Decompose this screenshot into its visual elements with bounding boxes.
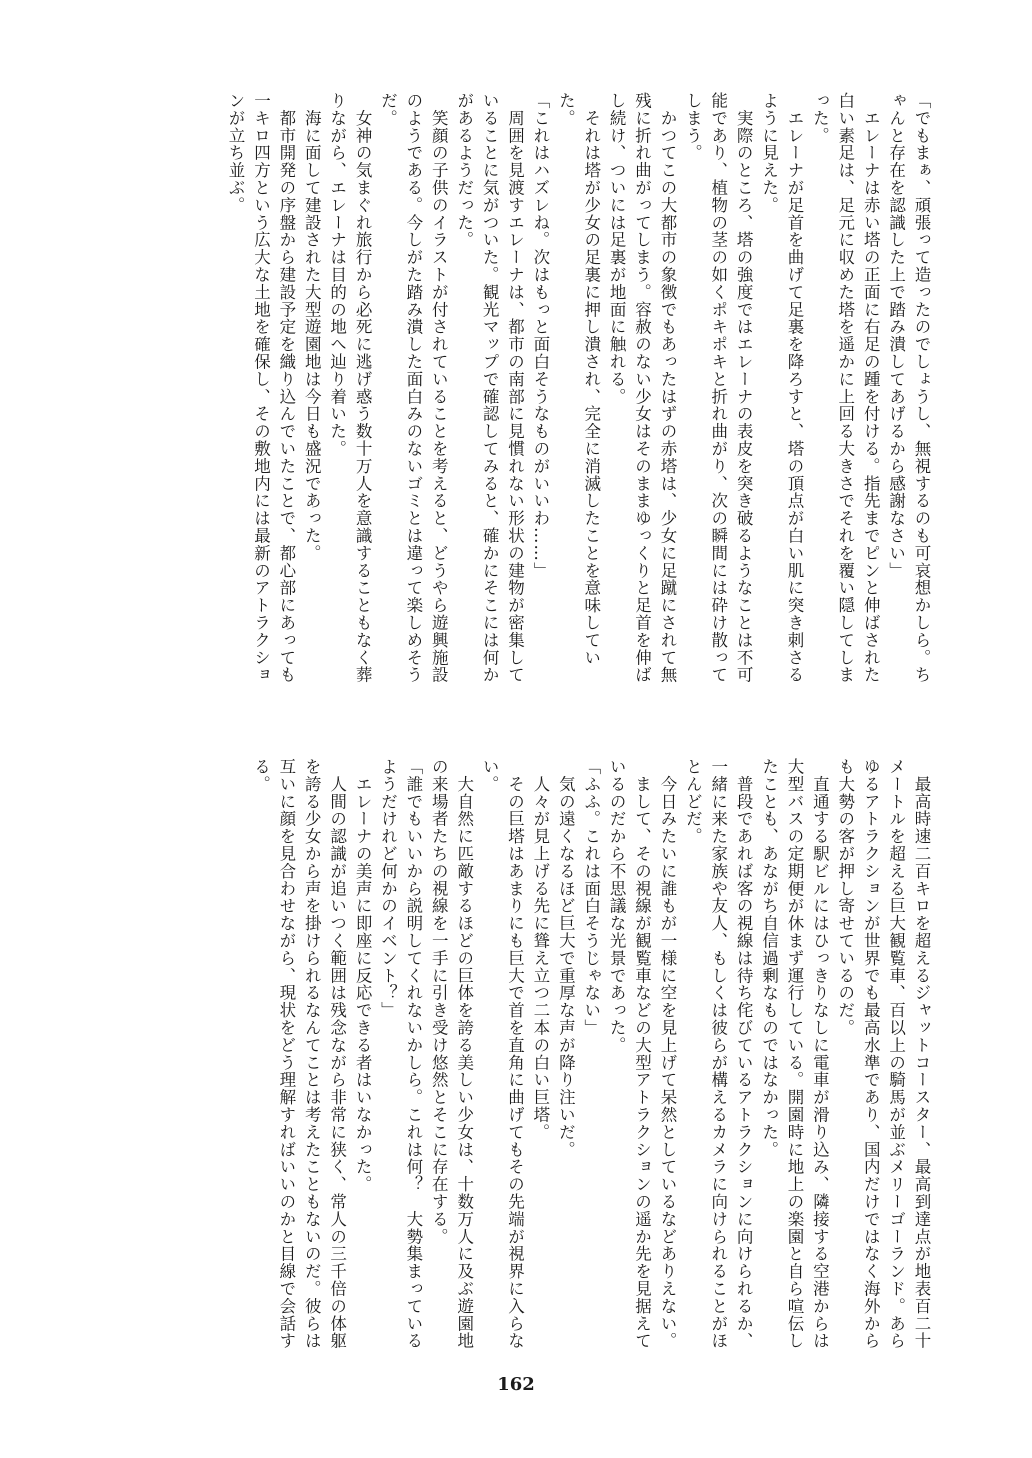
upper-text-block: 「でもまぁ、頑張って造ったのでしょうし、無視するのも可哀想かしら。ちゃんと存在を認識した上で踏み潰してあげるから感謝なさい」 エレーナは赤い塔の正面に右足の踵を付ける。指先までピンと伸ばされた白い素足は、足元に収めた塔を遥かに上回る大きさでそれを覆い隠してしまった。 エレーナが足首を曲げて足裏を降ろすと、塔の頂点が白い肌に突き刺さるように見えた。 実際のところ、塔の強度ではエレーナの表皮を突き破るようなことは不可能であり、植物の茎の如くポキポキと折れ曲がり、次の瞬間には砕け散ってしまう。 かつてこの大都市の象徴でもあったはずの赤塔は、少女に足蹴にされて無残に折れ曲がってしまう。容赦のない少女はそのままゆっくりと足首を伸ばし続け、ついには足裏が地面に触れる。 それは塔が少女の足裏に押し潰され、完全に消滅したことを意味していた。 「これはハズレね。次はもっと面白そうなものがいいわ……」 周囲を見渡すエレーナは、都市の南部に見慣れない形状の建物が密集していることに気がついた。観光マップで確認してみると、確かにそこには何かがあるようだった。 笑顔の子供のイラストが付されていることを考えると、どうやら遊興施設のようである。今しがた踏み潰した面白みのないゴミとは違って楽しめそうだ。 女神の気まぐれ旅行から必死に逃げ惑う数十万人を意識することもなく葬りながら、エレーナは目的の地へ辿り着いた。 海に面して建設された大型遊園地は今日も盛況であった。 都市開発の序盤から建設予定を織り込んでいたことで、都心部にあっても一キロ四方という広大な土地を確保し、その敷地内には最新のアトラクションが立ち並ぶ。 bbox=[226, 92, 931, 684]
page-number: 162 bbox=[497, 1374, 535, 1395]
lower-text-block: 最高時速二百キロを超えるジャットコースター、最高到達点が地表百二十メートルを超える巨大観覧車、百以上の騎馬が並ぶメリーゴーランド。あらゆるアトラクションが世界でも最高水準であり、国内だけではなく海外からも大勢の客が押し寄せているのだ。 直通する駅ビルにはひっきりなしに電車が滑り込み、隣接する空港からは大型バスの定期便が休まず運行している。開園時に地上の楽園と自ら喧伝したことも、あながち自信過剰なものではなかった。 普段であれば客の視線は待ち侘びているアトラクションに向けられるか、一緒に来た家族や友人、もしくは彼らが構えるカメラに向けられることがほとんどだ。 今日みたいに誰もが一様に空を見上げて呆然としているなどありえない。 まして、その視線が観覧車などの大型アトラクションの遥か先を見据えているのだから不思議な光景であった。 「ふふ。これは面白そうじゃない」 気の遠くなるほど巨大で重厚な声が降り注いだ。 人々が見上げる先に聳え立つ二本の白い巨塔。 その巨塔はあまりにも巨大で首を直角に曲げてもその先端が視界に入らない。 大自然に匹敵するほどの巨体を誇る美しい少女は、十数万人に及ぶ遊園地の来場者たちの視線を一手に引き受け悠然とそこに存在する。 「誰でもいいから説明してくれないかしら。これは何？ 大勢集まっているようだけれど何かのイベント？」 エレーナの美声に即座に反応できる者はいなかった。 人間の認識が追いつく範囲は残念ながら非常に狭く、常人の三千倍の体躯を誇る少女から声を掛けられるなんてことは考えたこともないのだ。彼らは互いに顔を見合わせながら、現状をどう理解すればいいのかと目線で会話する。 bbox=[251, 758, 931, 1350]
